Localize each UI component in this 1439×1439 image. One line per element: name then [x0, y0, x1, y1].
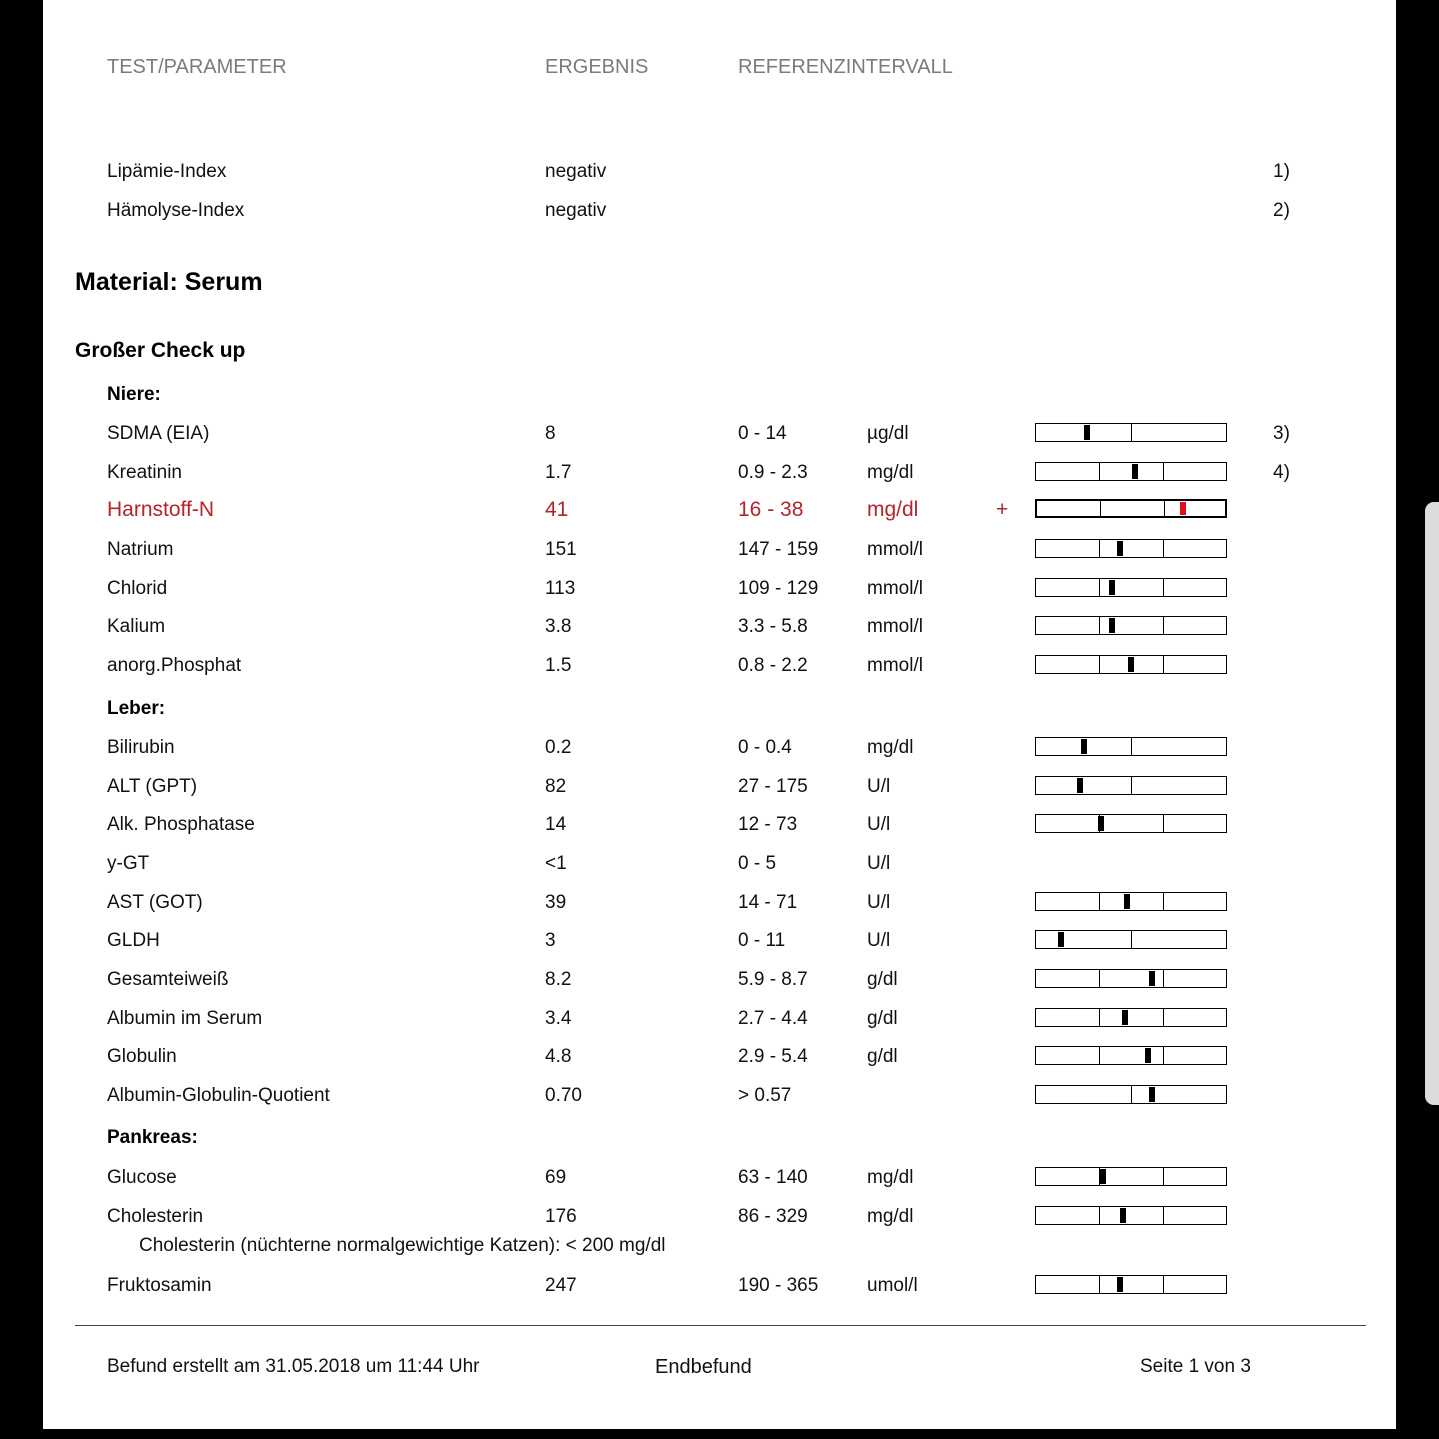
- result-row: [43, 929, 1396, 959]
- reference-bar-tick: [1099, 463, 1100, 480]
- result-row: [43, 775, 1396, 805]
- result-row-lipaemie: [43, 160, 1396, 190]
- result-row: [43, 422, 1396, 452]
- value-marker: [1149, 1087, 1155, 1102]
- footer-page-number: Seite 1 von 3: [1140, 1356, 1251, 1377]
- param-unit: U/l: [867, 776, 891, 797]
- column-header-reference: REFERENZINTERVALL: [738, 56, 953, 78]
- reference-bar: [1035, 423, 1227, 442]
- param-reference-range: 14 - 71: [738, 892, 798, 913]
- param-unit: µg/dl: [867, 423, 909, 444]
- param-name: Lipämie-Index: [107, 161, 227, 182]
- cholesterol-note: Cholesterin (nüchterne normalgewichtige Katzen): < 200 mg/dl: [139, 1235, 666, 1256]
- param-reference-range: 16 - 38: [738, 498, 804, 521]
- reference-bar-tick: [1131, 738, 1132, 755]
- param-unit: U/l: [867, 930, 891, 951]
- param-name: GLDH: [107, 930, 160, 951]
- param-reference-range: 3.3 - 5.8: [738, 616, 808, 637]
- param-name: Glucose: [107, 1167, 177, 1188]
- reference-bar: [1035, 814, 1227, 833]
- param-reference-range: > 0.57: [738, 1085, 792, 1106]
- param-name: Kreatinin: [107, 462, 182, 483]
- material-title: Material: Serum: [75, 268, 263, 296]
- reference-bar-tick: [1163, 1207, 1164, 1224]
- reference-bar: [1035, 1008, 1227, 1027]
- result-row: [43, 1205, 1396, 1235]
- reference-bar: [1035, 539, 1227, 558]
- column-header-test: TEST/PARAMETER: [107, 56, 287, 78]
- reference-bar-tick: [1099, 1276, 1100, 1293]
- param-name: Albumin im Serum: [107, 1008, 263, 1029]
- param-result: 41: [545, 498, 569, 521]
- value-marker: [1084, 425, 1090, 440]
- reference-bar-tick: [1163, 656, 1164, 673]
- param-result: 0.2: [545, 737, 572, 758]
- param-unit: g/dl: [867, 1008, 898, 1029]
- param-result: negativ: [545, 161, 607, 182]
- reference-bar: [1035, 1046, 1227, 1065]
- reference-bar-tick: [1131, 424, 1132, 441]
- flag-indicator: +: [996, 498, 1009, 521]
- param-reference-range: 5.9 - 8.7: [738, 969, 808, 990]
- param-reference-range: 0.8 - 2.2: [738, 655, 808, 676]
- result-row: [43, 615, 1396, 645]
- param-result: 3.4: [545, 1008, 572, 1029]
- param-name: Albumin-Globulin-Quotient: [107, 1085, 330, 1106]
- result-row: [43, 852, 1396, 882]
- reference-bar-tick: [1099, 893, 1100, 910]
- param-reference-range: 63 - 140: [738, 1167, 808, 1188]
- reference-bar-tick: [1099, 1047, 1100, 1064]
- param-result: 39: [545, 892, 567, 913]
- result-row: [43, 813, 1396, 843]
- param-unit: mmol/l: [867, 539, 923, 560]
- reference-bar-tick: [1163, 579, 1164, 596]
- reference-bar: [1035, 462, 1227, 481]
- value-marker: [1124, 894, 1130, 909]
- report-page: [43, 0, 1396, 1429]
- reference-bar: [1035, 499, 1227, 518]
- reference-bar-tick: [1163, 893, 1164, 910]
- param-result: 176: [545, 1206, 577, 1227]
- footnote-ref: 1): [1273, 161, 1290, 182]
- value-marker: [1180, 502, 1186, 515]
- reference-bar-tick: [1163, 1276, 1164, 1293]
- param-reference-range: 12 - 73: [738, 814, 798, 835]
- param-name: Chlorid: [107, 578, 168, 599]
- result-row: [43, 1084, 1396, 1114]
- reference-bar: [1035, 578, 1227, 597]
- param-unit: U/l: [867, 853, 891, 874]
- param-name: Hämolyse-Index: [107, 200, 245, 221]
- param-unit: mmol/l: [867, 578, 923, 599]
- reference-bar: [1035, 1167, 1227, 1186]
- param-name: SDMA (EIA): [107, 423, 210, 444]
- value-marker: [1100, 1169, 1106, 1184]
- result-row-haemolyse: [43, 199, 1396, 229]
- param-name: Natrium: [107, 539, 174, 560]
- param-result: 69: [545, 1167, 567, 1188]
- param-name: Globulin: [107, 1046, 177, 1067]
- reference-bar: [1035, 776, 1227, 795]
- param-unit: mg/dl: [867, 1167, 914, 1188]
- param-name: y-GT: [107, 853, 150, 874]
- reference-bar-tick: [1099, 579, 1100, 596]
- panel-title: Großer Check up: [75, 339, 246, 362]
- reference-bar-tick: [1099, 1207, 1100, 1224]
- footer-divider: [75, 1325, 1366, 1326]
- reference-bar: [1035, 1275, 1227, 1294]
- param-result: 3.8: [545, 616, 572, 637]
- result-row: [43, 498, 1396, 528]
- param-name: Alk. Phosphatase: [107, 814, 255, 835]
- value-marker: [1149, 971, 1155, 986]
- value-marker: [1120, 1208, 1126, 1223]
- footnote-ref: 2): [1273, 200, 1290, 221]
- param-unit: U/l: [867, 892, 891, 913]
- param-result: negativ: [545, 200, 607, 221]
- reference-bar: [1035, 1085, 1227, 1104]
- param-name: Kalium: [107, 616, 166, 637]
- value-marker: [1081, 739, 1087, 754]
- reference-bar-tick: [1131, 931, 1132, 948]
- value-marker: [1117, 541, 1123, 556]
- param-name: Harnstoff-N: [107, 498, 214, 521]
- param-name: Bilirubin: [107, 737, 175, 758]
- result-row: [43, 577, 1396, 607]
- param-result: <1: [545, 853, 567, 874]
- reference-bar-tick: [1163, 815, 1164, 832]
- value-marker: [1109, 618, 1115, 633]
- value-marker: [1117, 1277, 1123, 1292]
- reference-bar-tick: [1099, 617, 1100, 634]
- footer-status: Endbefund: [655, 1356, 752, 1378]
- param-reference-range: 0 - 14: [738, 423, 787, 444]
- result-row: [43, 1274, 1396, 1304]
- param-unit: mg/dl: [867, 737, 914, 758]
- param-name: Gesamteiweiß: [107, 969, 229, 990]
- reference-bar: [1035, 892, 1227, 911]
- value-marker: [1109, 580, 1115, 595]
- param-reference-range: 86 - 329: [738, 1206, 808, 1227]
- reference-bar: [1035, 1206, 1227, 1225]
- reference-bar-tick: [1163, 617, 1164, 634]
- reference-bar-tick: [1163, 540, 1164, 557]
- reference-bar-tick: [1163, 1168, 1164, 1185]
- param-result: 113: [545, 578, 576, 599]
- group-niere: Niere:: [107, 384, 161, 405]
- reference-bar: [1035, 655, 1227, 674]
- value-marker: [1145, 1048, 1151, 1063]
- param-name: Fruktosamin: [107, 1275, 212, 1296]
- param-name: AST (GOT): [107, 892, 203, 913]
- param-unit: mmol/l: [867, 616, 923, 637]
- group-leber: Leber:: [107, 698, 166, 719]
- result-row: [43, 1166, 1396, 1196]
- param-reference-range: 0 - 11: [738, 930, 786, 951]
- param-unit: mg/dl: [867, 1206, 914, 1227]
- param-unit: umol/l: [867, 1275, 918, 1296]
- reference-bar-tick: [1099, 656, 1100, 673]
- reference-bar-tick: [1100, 501, 1101, 516]
- param-unit: g/dl: [867, 969, 898, 990]
- param-result: 151: [545, 539, 577, 560]
- param-result: 8.2: [545, 969, 572, 990]
- value-marker: [1122, 1010, 1128, 1025]
- value-marker: [1132, 464, 1138, 479]
- param-unit: mmol/l: [867, 655, 923, 676]
- param-unit: g/dl: [867, 1046, 898, 1067]
- reference-bar: [1035, 616, 1227, 635]
- reference-bar: [1035, 930, 1227, 949]
- param-result: 247: [545, 1275, 577, 1296]
- param-reference-range: 2.9 - 5.4: [738, 1046, 808, 1067]
- reference-bar-tick: [1164, 501, 1165, 516]
- reference-bar-tick: [1099, 540, 1100, 557]
- footnote-ref: 4): [1273, 462, 1290, 483]
- param-reference-range: 0 - 5: [738, 853, 777, 874]
- scrollbar-handle[interactable]: [1425, 502, 1439, 1105]
- param-result: 4.8: [545, 1046, 572, 1067]
- footer-created: Befund erstellt am 31.05.2018 um 11:44 Uhr: [107, 1356, 480, 1377]
- param-result: 1.7: [545, 462, 572, 483]
- result-row: [43, 736, 1396, 766]
- result-row: [43, 461, 1396, 491]
- param-unit: mg/dl: [867, 498, 919, 521]
- value-marker: [1077, 778, 1083, 793]
- result-row: [43, 654, 1396, 684]
- reference-bar-tick: [1131, 777, 1132, 794]
- reference-bar-tick: [1163, 970, 1164, 987]
- param-name: ALT (GPT): [107, 776, 198, 797]
- result-row: [43, 538, 1396, 568]
- result-row: [43, 891, 1396, 921]
- param-reference-range: 2.7 - 4.4: [738, 1008, 808, 1029]
- param-reference-range: 109 - 129: [738, 578, 819, 599]
- param-result: 0.70: [545, 1085, 582, 1106]
- param-unit: U/l: [867, 814, 891, 835]
- footnote-ref: 3): [1273, 423, 1290, 444]
- reference-bar: [1035, 737, 1227, 756]
- reference-bar-tick: [1163, 1047, 1164, 1064]
- value-marker: [1128, 657, 1134, 672]
- param-reference-range: 27 - 175: [738, 776, 808, 797]
- group-pankreas: Pankreas:: [107, 1127, 198, 1148]
- param-result: 1.5: [545, 655, 572, 676]
- param-name: Cholesterin: [107, 1206, 204, 1227]
- param-result: 82: [545, 776, 567, 797]
- param-result: 8: [545, 423, 556, 444]
- reference-bar-tick: [1099, 1009, 1100, 1026]
- value-marker: [1058, 932, 1064, 947]
- reference-bar-tick: [1163, 1009, 1164, 1026]
- param-result: 14: [545, 814, 567, 835]
- param-result: 3: [545, 930, 556, 951]
- reference-bar: [1035, 969, 1227, 988]
- value-marker: [1098, 816, 1104, 831]
- param-reference-range: 0 - 0.4: [738, 737, 792, 758]
- column-header-result: ERGEBNIS: [545, 56, 649, 78]
- param-name: anorg.Phosphat: [107, 655, 242, 676]
- param-reference-range: 147 - 159: [738, 539, 819, 560]
- param-reference-range: 190 - 365: [738, 1275, 819, 1296]
- result-row: [43, 1007, 1396, 1037]
- result-row: [43, 1045, 1396, 1075]
- result-row: [43, 968, 1396, 998]
- reference-bar-tick: [1099, 970, 1100, 987]
- reference-bar-tick: [1163, 463, 1164, 480]
- reference-bar-tick: [1131, 1086, 1132, 1103]
- param-reference-range: 0.9 - 2.3: [738, 462, 808, 483]
- param-unit: mg/dl: [867, 462, 914, 483]
